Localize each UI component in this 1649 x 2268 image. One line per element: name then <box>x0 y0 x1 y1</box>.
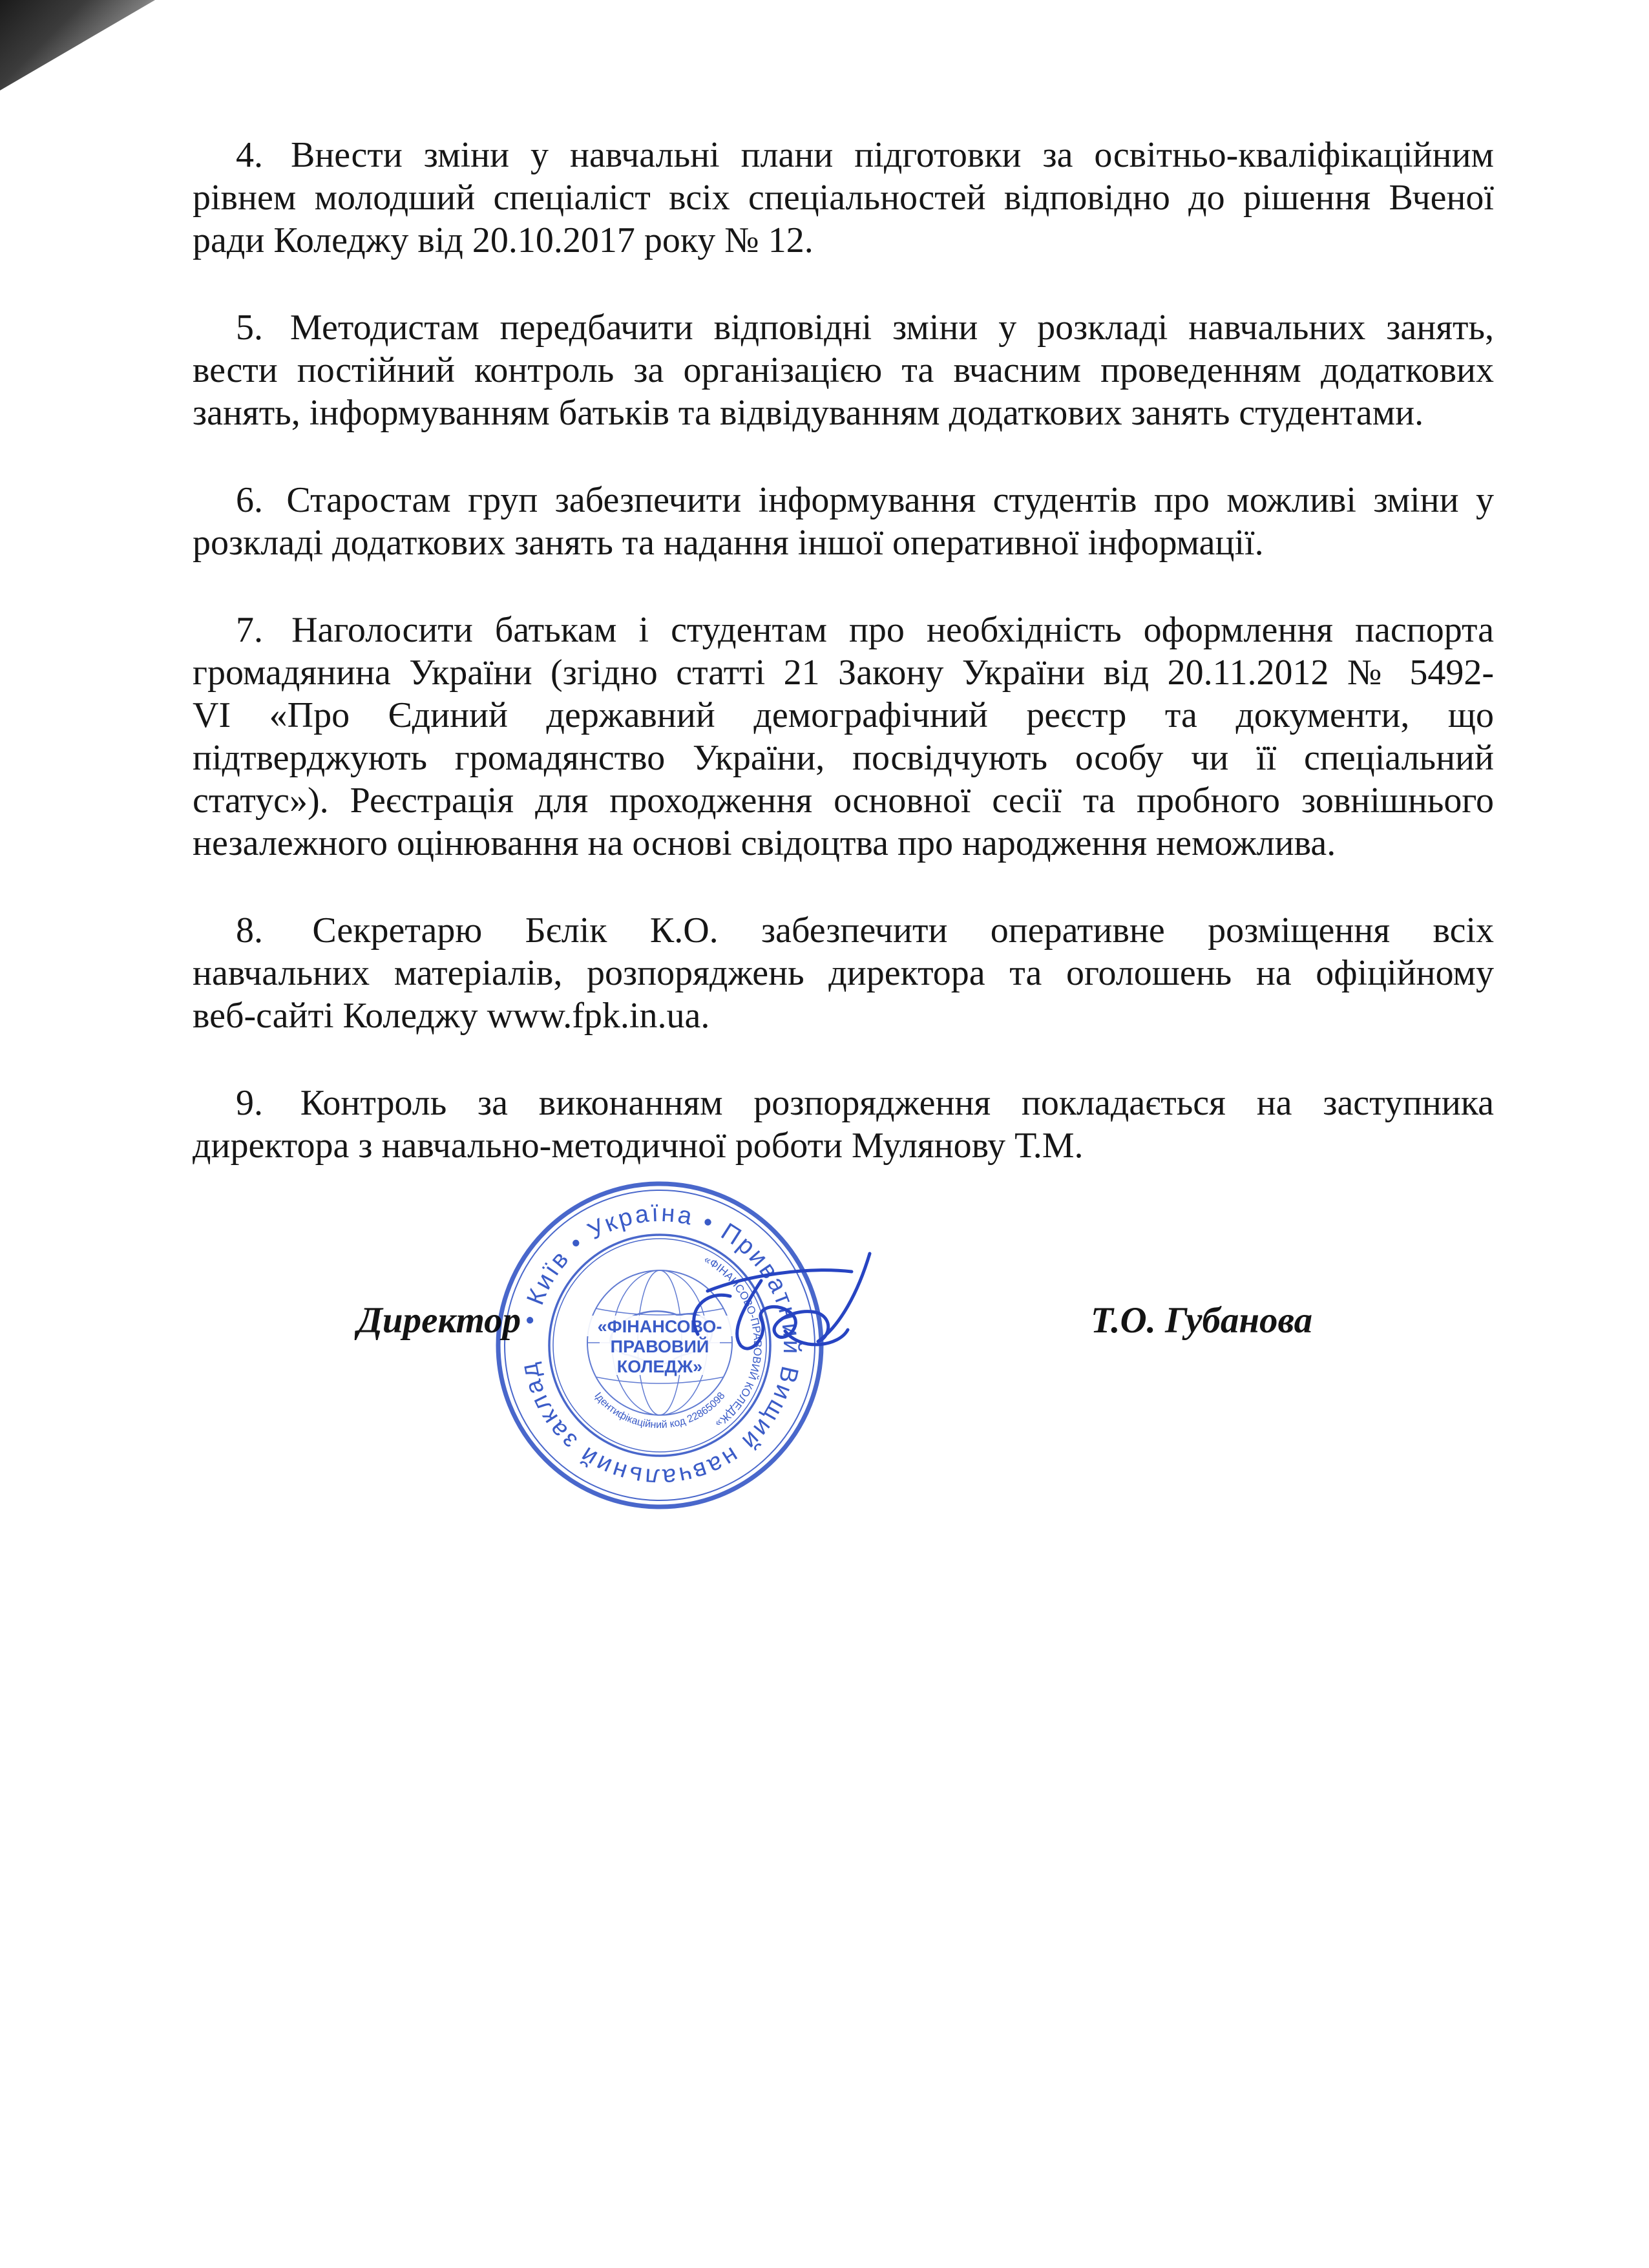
paragraph-line <box>193 306 1494 349</box>
paragraph-text: Внести зміни у навчальні плани підготовки за освітньо-кваліфікаційним <box>290 135 1494 175</box>
paragraph-line <box>193 909 1494 952</box>
paragraph-4 <box>193 134 1494 262</box>
paragraph-line <box>193 609 1494 651</box>
paragraph-line: незалежного оцінювання на основі свідоцтва про народження неможлива. <box>193 823 1336 863</box>
order-body <box>193 134 1494 1212</box>
paragraph-text: Методистам передбачити відповідні зміни у розкладі навчальних занять, <box>289 308 1494 348</box>
paragraph-8 <box>193 909 1494 1037</box>
signatory-name: Т.О. Губанова <box>1091 1300 1313 1341</box>
paragraph-text: Старостам груп забезпечити інформування студентів про можливі зміни у <box>286 480 1495 520</box>
paragraph-number: 6. <box>236 480 263 520</box>
seal-code: Ідентифікаційний код 22865098 <box>592 1390 728 1431</box>
paragraph-text: Наголосити батькам і студентам про необхідність оформлення паспорта <box>291 610 1495 650</box>
paragraph-6 <box>193 479 1494 564</box>
seal-outer-ring: • Київ • Україна • Приватний Вищий навчальний заклад <box>516 1199 806 1491</box>
paragraph-line <box>193 479 1494 521</box>
paragraph-number: 4. <box>236 135 263 175</box>
paragraph-line: рівнем молодший спеціаліст всіх спеціальностей відповідно до рішення Вченої <box>193 178 1494 218</box>
paragraph-text: Секретарю Бєлік К.О. забезпечити оперативне розміщення всіх <box>312 910 1495 950</box>
paragraph-line: статус»). Реєстрація для проходження основної сесії та пробного зовнішнього <box>193 781 1494 821</box>
paragraph-line <box>193 134 1494 176</box>
signatory-position: Директор <box>357 1300 521 1341</box>
paragraph-line: навчальних матеріалів, розпоряджень директора та оголошень на офіційному <box>193 953 1494 993</box>
paragraph-text: Контроль за виконанням розпорядження покладається на заступника <box>300 1083 1495 1123</box>
paragraph-7 <box>193 609 1494 865</box>
paragraph-line: директора з навчально-методичної роботи Мулянову Т.М. <box>193 1126 1084 1166</box>
paragraph-line: підтверджують громадянство України, посвідчують особу чи її спеціальний <box>193 738 1494 778</box>
paragraph-number: 8. <box>236 910 263 950</box>
seal-inner-ring: «ФІНАНСОВО-ПРАВОВИЙ КОЛЕДЖ» <box>702 1253 764 1430</box>
paragraph-line <box>193 1082 1494 1124</box>
paragraph-line: розкладі додаткових занять та надання іншої оперативної інформації. <box>193 523 1264 563</box>
seal-center-line: ПРАВОВИЙ <box>610 1337 709 1356</box>
paragraph-line: вести постійний контроль за організацією та вчасним проведенням додаткових <box>193 350 1494 390</box>
college-seal <box>452 1137 943 1564</box>
paragraph-5 <box>193 306 1494 434</box>
paragraph-number: 9. <box>236 1083 263 1123</box>
paragraph-number: 7. <box>236 610 263 650</box>
paragraph-line: громадянина України (згідно статті 21 Закону України від 20.11.2012 № 5492- <box>193 653 1494 693</box>
paragraph-line: ради Коледжу від 20.10.2017 року № 12. <box>193 220 814 260</box>
paragraph-number: 5. <box>236 308 263 348</box>
seal-code-text <box>592 1391 727 1431</box>
paragraph-line: веб-сайті Коледжу www.fpk.in.ua. <box>193 996 710 1036</box>
scan-corner-shadow <box>0 0 155 90</box>
seal-center-line: КОЛЕДЖ» <box>616 1357 703 1376</box>
paragraph-line: VI «Про Єдиний державний демографічний реєстр та документи, що <box>193 695 1494 735</box>
paragraph-line: занять, інформуванням батьків та відвідуванням додаткових занять студентами. <box>193 393 1424 433</box>
seal-center-line: «ФІНАНСОВО- <box>597 1317 722 1336</box>
